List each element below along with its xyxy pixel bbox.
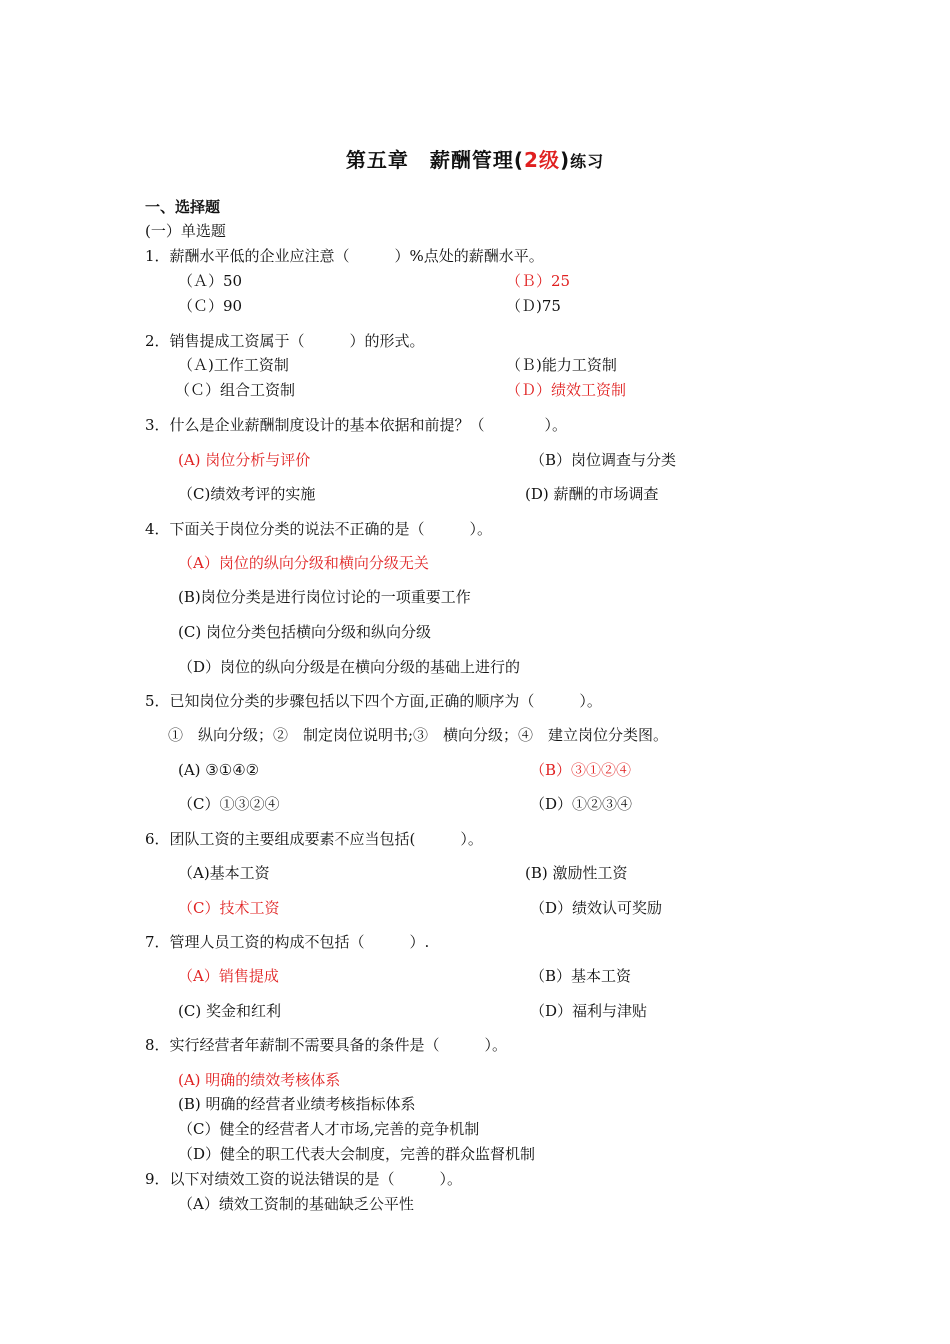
question-stem: 4．下面关于岗位分类的说法不正确的是（ ）。 bbox=[145, 520, 493, 538]
option-c: （Ｃ）90 bbox=[178, 297, 243, 315]
option-c: （C）①③②④ bbox=[178, 795, 280, 813]
question-stem: 3．什么是企业薪酬制度设计的基本依据和前提？（ ）。 bbox=[145, 416, 568, 434]
page-title bbox=[0, 144, 950, 173]
option-a-correct: （A）岗位的纵向分级和横向分级无关 bbox=[178, 554, 429, 572]
option-b: (B) 明确的经营者业绩考核指标体系 bbox=[178, 1095, 416, 1113]
option-a-correct: （A）销售提成 bbox=[178, 967, 279, 985]
question-note: ① 纵向分级；② 制定岗位说明书;③ 横向分级；④ 建立岗位分类图。 bbox=[168, 726, 669, 744]
option-a: （A)基本工资 bbox=[178, 864, 270, 882]
question-stem: 5．已知岗位分类的步骤包括以下四个方面,正确的顺序为（ ）。 bbox=[145, 692, 602, 710]
option-a: （Ａ)工作工资制 bbox=[178, 356, 289, 374]
option-d-correct: （Ｄ）绩效工资制 bbox=[506, 381, 627, 399]
option-a: （A）绩效工资制的基础缺乏公平性 bbox=[178, 1195, 414, 1213]
question-stem: 1．薪酬水平低的企业应注意（ ）%点处的薪酬水平。 bbox=[145, 247, 544, 265]
option-a-correct: (A) 明确的绩效考核体系 bbox=[178, 1071, 341, 1089]
option-a: (A) ③①④② bbox=[178, 761, 260, 779]
title-suffix: 练习 bbox=[570, 152, 605, 171]
question-stem: 7．管理人员工资的构成不包括（ ）. bbox=[145, 933, 430, 951]
option-c: （Ｃ）组合工资制 bbox=[175, 381, 296, 399]
title-paren-close: ) bbox=[559, 148, 571, 172]
option-c-correct: （C）技术工资 bbox=[178, 899, 280, 917]
option-d: （D）健全的职工代表大会制度，完善的群众监督机制 bbox=[178, 1145, 536, 1163]
option-b: (B) 激励性工资 bbox=[525, 864, 628, 882]
question-stem: 9．以下对绩效工资的说法错误的是（ ）。 bbox=[145, 1170, 463, 1188]
option-b: （Ｂ)能力工资制 bbox=[506, 356, 617, 374]
section-heading: 一、选择题 bbox=[145, 198, 221, 216]
question-stem: 8．实行经营者年薪制不需要具备的条件是（ ）。 bbox=[145, 1036, 508, 1054]
option-a-correct: (A) 岗位分析与评价 bbox=[178, 451, 311, 469]
option-d: （D）福利与津贴 bbox=[530, 1002, 648, 1020]
title-level: 2级 bbox=[524, 148, 560, 172]
option-a: （Ａ）50 bbox=[178, 272, 243, 290]
option-d: (D) 薪酬的市场调查 bbox=[525, 485, 659, 503]
title-main: 第五章 薪酬管理 bbox=[345, 148, 514, 172]
option-b: （B）基本工资 bbox=[530, 967, 632, 985]
option-b: （B）岗位调查与分类 bbox=[530, 451, 677, 469]
option-d: （D）岗位的纵向分级是在横向分级的基础上进行的 bbox=[178, 658, 521, 676]
option-c: (C) 岗位分类包括横向分级和纵向分级 bbox=[178, 623, 431, 641]
option-b-correct: （B）③①②④ bbox=[530, 761, 632, 779]
option-c: (C) 奖金和红利 bbox=[178, 1002, 281, 1020]
subsection-heading: (一）单选题 bbox=[145, 222, 226, 240]
question-stem: 6．团队工资的主要组成要素不应当包括( ）。 bbox=[145, 830, 483, 848]
option-d: （Ｄ)75 bbox=[506, 297, 561, 315]
option-c: （C)绩效考评的实施 bbox=[178, 485, 316, 503]
option-d: （D）绩效认可奖励 bbox=[530, 899, 663, 917]
option-c: （C）健全的经营者人才市场,完善的竞争机制 bbox=[178, 1120, 480, 1138]
option-d: （D）①②③④ bbox=[530, 795, 633, 813]
option-b-correct: （Ｂ）25 bbox=[506, 272, 571, 290]
question-stem: 2．销售提成工资属于（ ）的形式。 bbox=[145, 332, 425, 350]
title-paren-open: ( bbox=[513, 148, 525, 172]
option-b: (B)岗位分类是进行岗位讨论的一项重要工作 bbox=[178, 588, 471, 606]
